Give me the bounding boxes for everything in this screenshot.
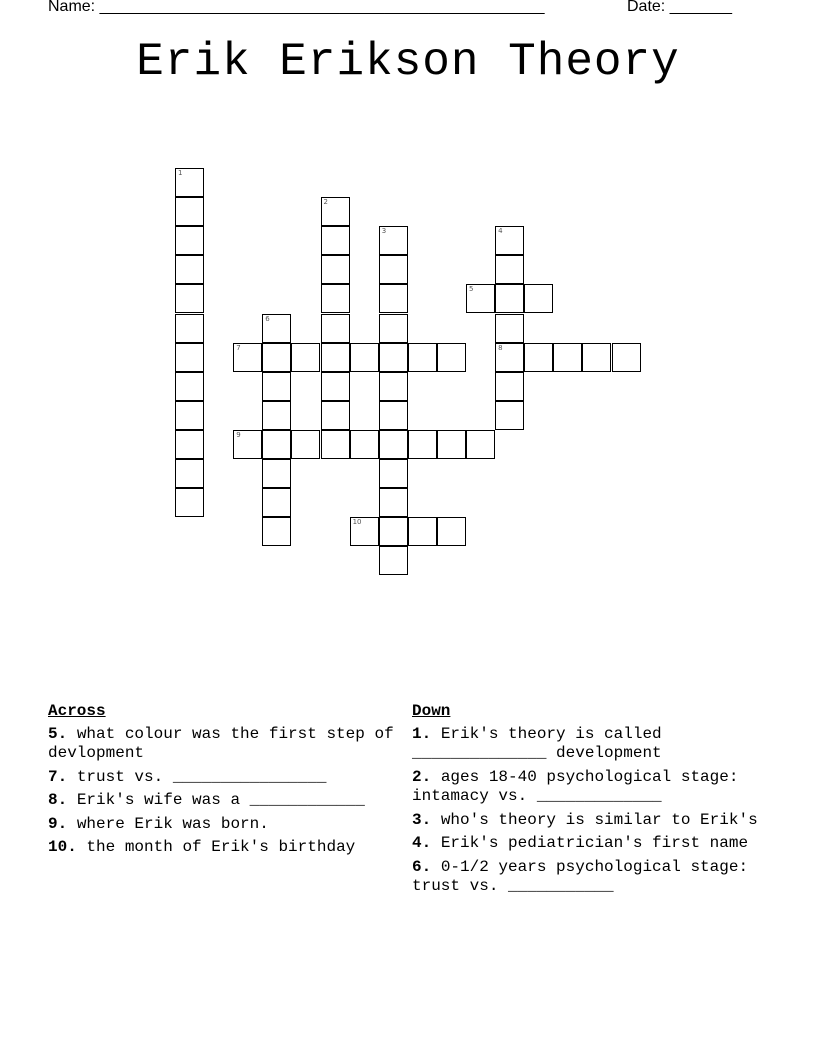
- grid-cell[interactable]: [175, 314, 204, 343]
- grid-cell[interactable]: [291, 343, 320, 372]
- grid-cell[interactable]: [175, 430, 204, 459]
- clue-down-3: 3. who's theory is similar to Erik's: [412, 810, 758, 829]
- grid-cell[interactable]: [379, 517, 408, 546]
- clue-across-5: 5. what colour was the first step of devlopment: [48, 724, 394, 762]
- grid-cell[interactable]: [233, 343, 262, 372]
- grid-cell[interactable]: [175, 226, 204, 255]
- grid-cell[interactable]: [379, 430, 408, 459]
- grid-cell[interactable]: [175, 488, 204, 517]
- grid-cell[interactable]: [495, 255, 524, 284]
- grid-cell[interactable]: [175, 284, 204, 313]
- grid-cell[interactable]: [437, 343, 466, 372]
- cell-number: 7: [236, 343, 241, 352]
- grid-cell[interactable]: [495, 372, 524, 401]
- grid-cell[interactable]: [321, 401, 350, 430]
- grid-cell[interactable]: [350, 517, 379, 546]
- grid-cell[interactable]: [175, 401, 204, 430]
- grid-cell[interactable]: [379, 488, 408, 517]
- grid-cell[interactable]: [175, 343, 204, 372]
- grid-cell[interactable]: [379, 314, 408, 343]
- clue-down-1: 1. Erik's theory is called ______________ development: [412, 724, 662, 762]
- grid-cell[interactable]: [262, 459, 291, 488]
- grid-cell[interactable]: [262, 517, 291, 546]
- grid-cell[interactable]: [466, 284, 495, 313]
- grid-cell[interactable]: [321, 314, 350, 343]
- grid-cell[interactable]: [437, 517, 466, 546]
- grid-cell[interactable]: [291, 430, 320, 459]
- grid-cell[interactable]: [175, 372, 204, 401]
- grid-cell[interactable]: [408, 517, 437, 546]
- grid-cell[interactable]: [175, 197, 204, 226]
- date-field-label: Date: _______: [627, 0, 732, 15]
- grid-cell[interactable]: [321, 284, 350, 313]
- grid-cell[interactable]: [524, 284, 553, 313]
- grid-cell[interactable]: [437, 430, 466, 459]
- clue-across-7: 7. trust vs. ________________: [48, 767, 327, 786]
- clue-down-4: 4. Erik's pediatrician's first name: [412, 834, 749, 852]
- down-clues: [412, 702, 772, 901]
- clue-across-8: 8. Erik's wife was a ____________: [48, 791, 365, 809]
- grid-cell[interactable]: [321, 343, 350, 372]
- grid-cell[interactable]: [321, 197, 350, 226]
- grid-cell[interactable]: [612, 343, 641, 372]
- grid-cell[interactable]: [379, 255, 408, 284]
- clue-across-9: 9. where Erik was born.: [48, 814, 269, 833]
- grid-cell[interactable]: [262, 314, 291, 343]
- grid-cell[interactable]: [466, 430, 495, 459]
- page-title: Erik Erikson Theory: [136, 36, 680, 88]
- cell-number: 3: [381, 227, 387, 236]
- grid-cell[interactable]: [262, 372, 291, 401]
- grid-cell[interactable]: [233, 430, 262, 459]
- grid-cell[interactable]: [262, 401, 291, 430]
- cell-number: 1: [178, 169, 183, 177]
- grid-cell[interactable]: [175, 168, 204, 197]
- grid-cell[interactable]: [350, 430, 379, 459]
- grid-cell[interactable]: [262, 430, 291, 459]
- cell-number: 8: [498, 343, 503, 352]
- grid-cell[interactable]: [262, 343, 291, 372]
- grid-cell[interactable]: [408, 430, 437, 459]
- grid-cell[interactable]: [175, 459, 204, 488]
- grid-cell[interactable]: [582, 343, 611, 372]
- cell-number: 4: [498, 227, 503, 236]
- grid-cell[interactable]: [524, 343, 553, 372]
- grid-cell[interactable]: [350, 343, 379, 372]
- grid-cell[interactable]: [175, 255, 204, 284]
- clue-down-6: 6. 0-1/2 years psychological stage: trust vs. ___________: [412, 857, 749, 895]
- grid-cell[interactable]: [379, 284, 408, 313]
- grid-cell[interactable]: [495, 343, 524, 372]
- grid-cell[interactable]: [495, 226, 524, 255]
- cell-number: 9: [236, 430, 241, 439]
- across-clues: [48, 702, 400, 862]
- grid-cell[interactable]: [379, 546, 408, 575]
- grid-cell[interactable]: [379, 226, 408, 255]
- grid-cell[interactable]: [321, 430, 350, 459]
- grid-cell[interactable]: [379, 459, 408, 488]
- grid-cell[interactable]: [321, 372, 350, 401]
- grid-cell[interactable]: [379, 343, 408, 372]
- grid-cell[interactable]: [321, 226, 350, 255]
- grid-cell[interactable]: [553, 343, 582, 372]
- name-field-label: Name: __________________________________________________: [48, 0, 545, 15]
- cell-number: 2: [323, 198, 328, 207]
- grid-cell[interactable]: [495, 284, 524, 313]
- down-heading: Down: [412, 702, 451, 720]
- across-heading: Across: [48, 702, 106, 720]
- cell-number: 6: [265, 314, 270, 323]
- clue-down-2: 2. ages 18-40 psychological stage: intamacy vs. _____________: [412, 767, 739, 805]
- cell-number: 5: [469, 285, 474, 294]
- grid-cell[interactable]: [495, 401, 524, 430]
- grid-cell[interactable]: [379, 372, 408, 401]
- clue-across-10: 10. the month of Erik's birthday: [48, 838, 356, 856]
- cell-number: 10: [352, 518, 362, 527]
- grid-cell[interactable]: [408, 343, 437, 372]
- grid-cell[interactable]: [262, 488, 291, 517]
- grid-cell[interactable]: [495, 314, 524, 343]
- grid-cell[interactable]: [321, 255, 350, 284]
- grid-cell[interactable]: [379, 401, 408, 430]
